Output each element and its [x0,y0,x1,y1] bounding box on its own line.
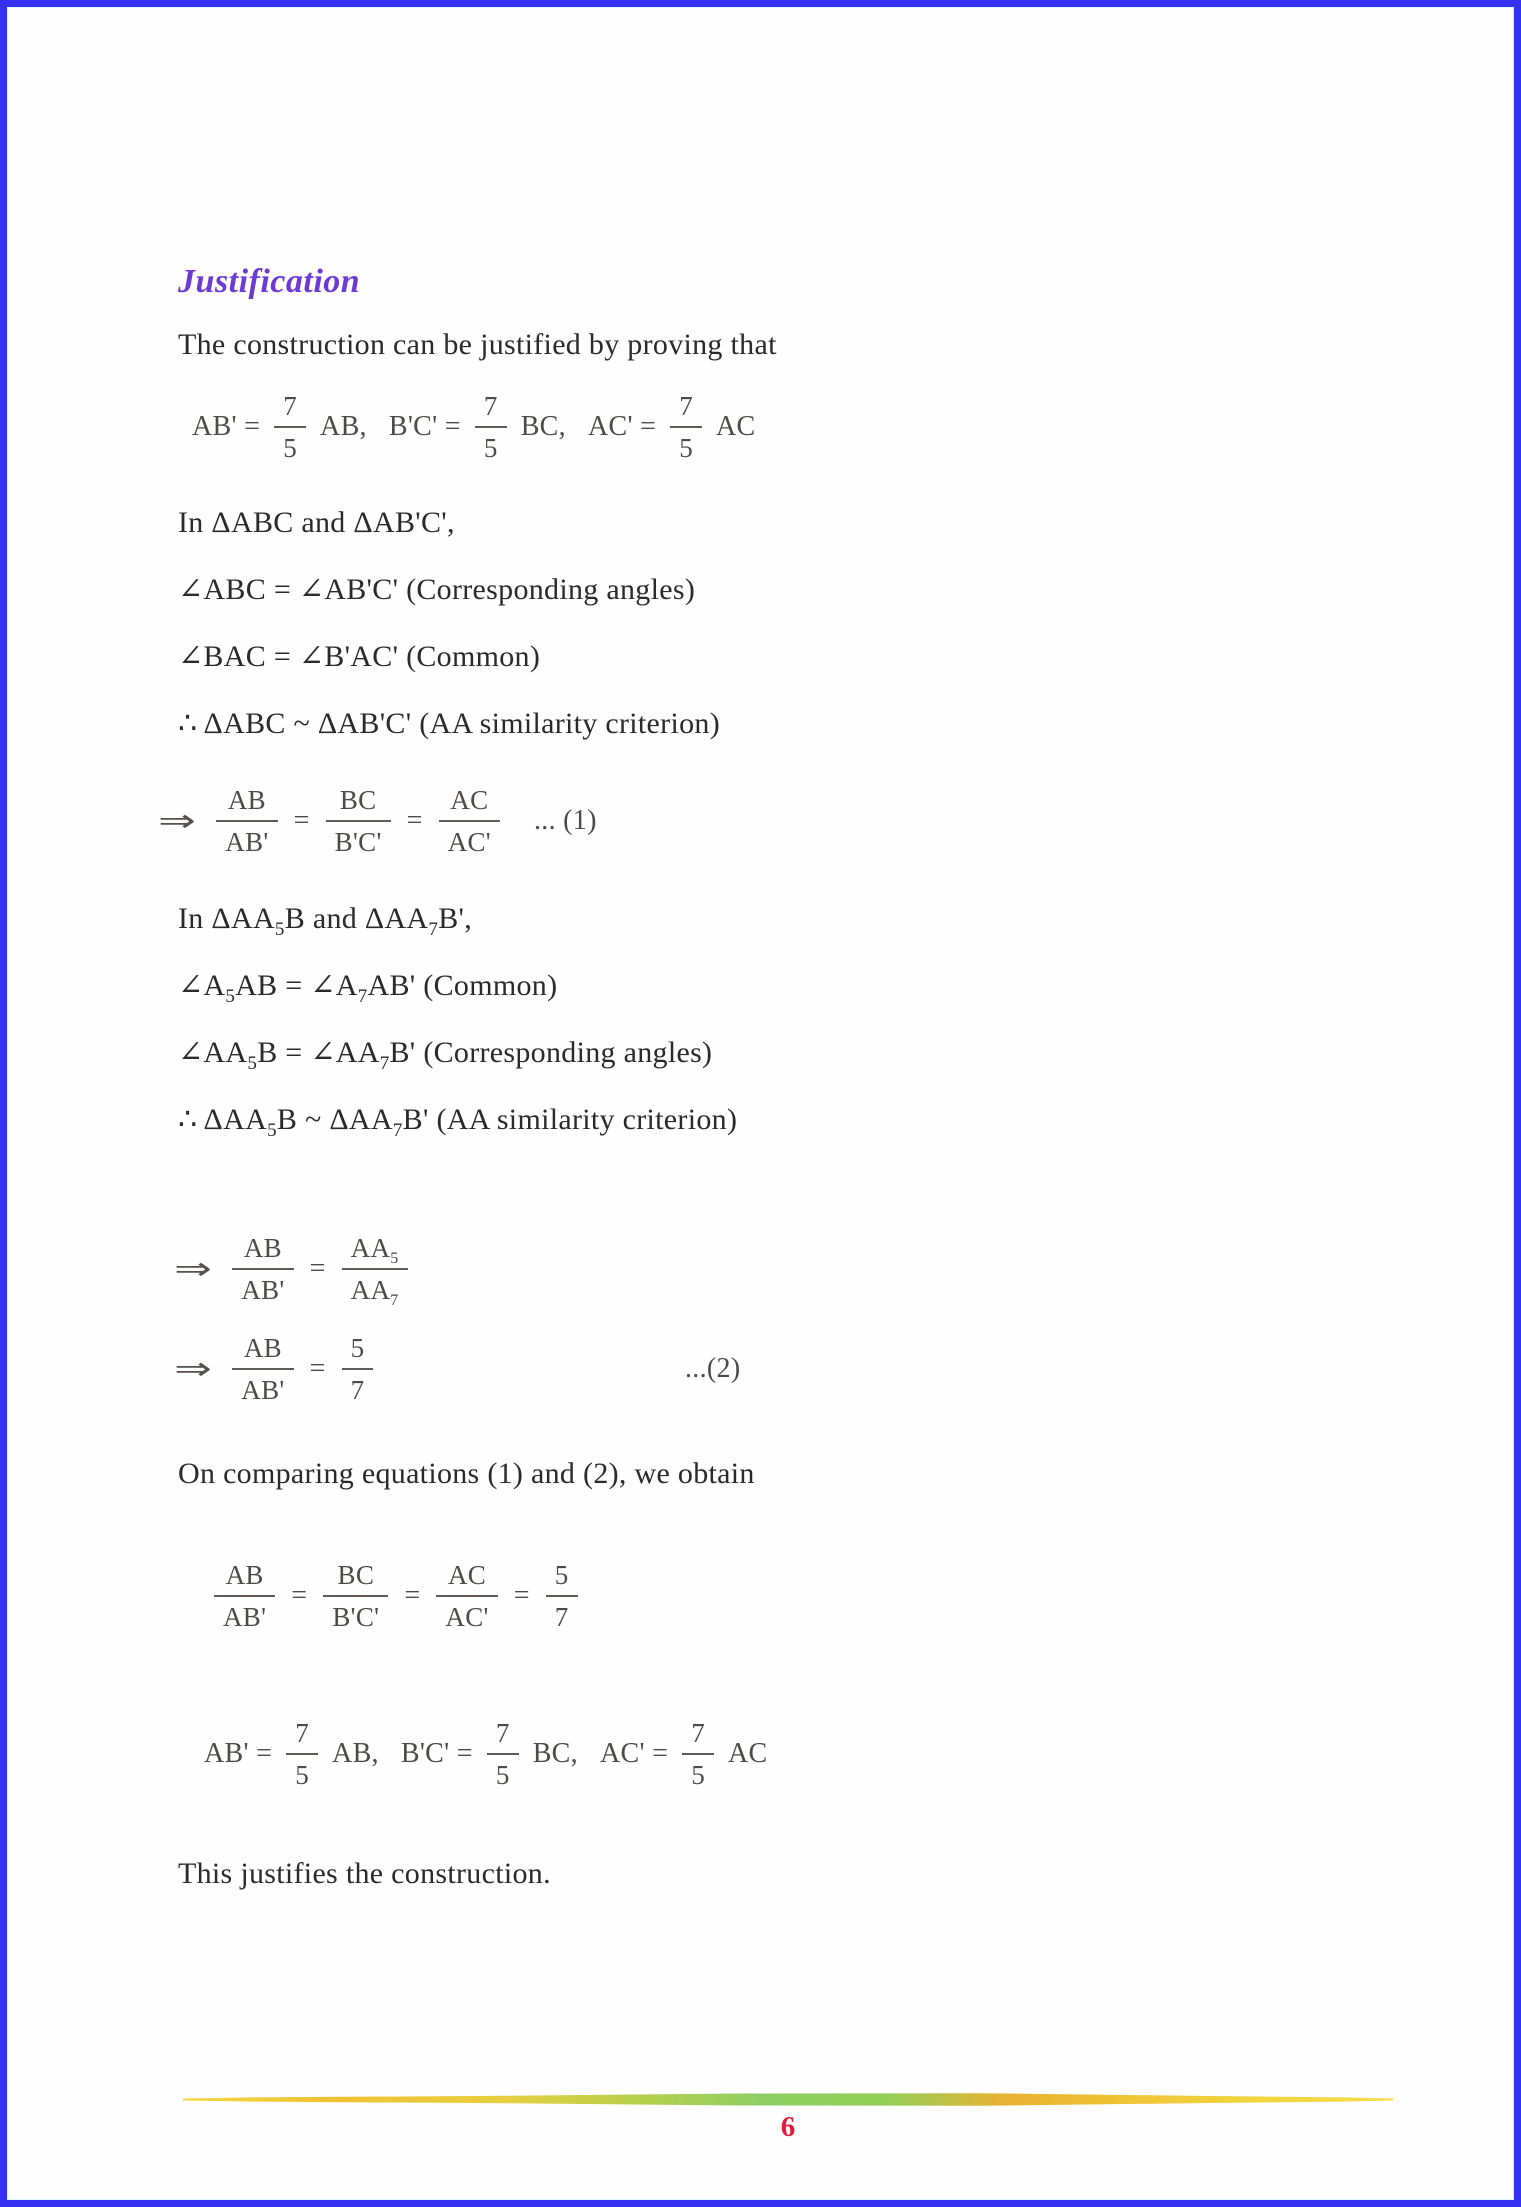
subscript: 5 [247,1053,258,1074]
equation-1 [158,783,1438,859]
fraction-denominator: AB' [223,1602,267,1632]
subscript: 7 [392,1120,403,1141]
fraction-denominator: 5 [691,1760,706,1790]
fraction [216,783,277,859]
subscript: 5 [267,1120,277,1141]
equation-combined-ratios [206,1558,1438,1634]
text-fragment: ∴ ΔAA [178,1103,268,1136]
intro-paragraph: The construction can be justified by proving that [178,328,777,361]
subscript: 5 [274,919,285,940]
text-fragment: B' (AA similarity criterion) [402,1103,738,1136]
fraction-denominator: 5 [283,433,298,463]
math-text: BC, [520,411,566,442]
math-text: B'C' = [388,411,461,442]
equation-number-label: ... (1) [533,805,597,836]
fraction [286,1716,318,1792]
fraction-denominator: 5 [495,1760,510,1790]
fraction-numerator: BC [326,783,391,822]
math-text: B'C' = [400,1738,473,1769]
statement-in-triangles-abc: In ΔABC and ΔAB'C', [178,506,455,539]
math-text: AB, [332,1738,379,1769]
fraction [439,783,500,859]
fraction-denominator: AB' [241,1375,285,1405]
statement-angle-aa5b [178,1035,1438,1074]
fraction-denominator: 5 [483,433,498,463]
implies-arrow-icon: ⇒ [174,1351,213,1387]
equals-sign: = [309,1253,326,1284]
page-number: 6 [780,2111,796,2143]
fraction-denominator: AC' [445,1602,489,1632]
equals-sign: = [404,1580,421,1611]
fraction-denominator: AB' [225,827,269,857]
fraction [487,1716,519,1792]
equals-sign: = [309,1353,326,1384]
equation-number-label: ...(2) [685,1353,741,1384]
fraction-denominator: AC' [447,827,491,857]
math-text: AB' = [204,1738,273,1769]
fraction-numerator: 5 [342,1331,374,1370]
equation-ratio-definition-bottom [198,1716,1438,1792]
footer-divider-rule [183,2093,1393,2106]
fraction-numerator: 5 [546,1558,578,1597]
text-fragment: ∠A [178,969,226,1002]
subscript: 7 [379,1053,390,1074]
fraction-denominator: B'C' [334,827,382,857]
comparing-paragraph: On comparing equations (1) and (2), we obtain [178,1457,755,1490]
fraction-numerator: AC [439,783,500,822]
fraction-denominator: AB' [241,1275,285,1305]
text-fragment: B ~ ΔAA [276,1103,393,1136]
fraction [326,783,391,859]
fraction [342,1331,374,1407]
fraction-numerator: 7 [670,389,702,428]
text-fragment: ∠AA [178,1036,248,1069]
fraction-denominator: 7 [554,1602,569,1632]
subscript: 7 [357,986,368,1007]
fraction-numerator: 7 [286,1716,318,1755]
fraction-denominator [342,1270,408,1307]
fraction [436,1558,497,1634]
math-text: AC' = [587,411,657,442]
subscript: 5 [390,1250,399,1267]
subscript: 7 [428,919,439,940]
statement-angle-a5ab [178,968,1438,1007]
fraction-denominator: B'C' [332,1602,380,1632]
math-text: AC [728,1738,768,1769]
statement-angle-bac: ∠BAC = ∠B'AC' (Common) [178,640,541,673]
justification-heading: Justification [178,263,361,300]
subscript: 5 [225,986,236,1007]
fraction [342,1231,408,1307]
math-text: AC' = [599,1738,669,1769]
text-fragment: AB = ∠A [235,969,358,1002]
fraction-numerator: 7 [274,389,306,428]
fraction-numerator: 7 [487,1716,519,1755]
fraction [323,1558,388,1634]
fraction [232,1231,293,1307]
page-content [158,263,1438,1892]
fraction-denominator: 5 [679,433,694,463]
text-fragment: AA [350,1275,391,1305]
text-fragment: B and ΔAA [284,902,429,935]
text-fragment: AA [350,1233,391,1263]
statement-similarity-aa5b [178,1102,1438,1141]
fraction-numerator: 7 [475,389,507,428]
fraction-numerator: AC [436,1558,497,1597]
fraction-numerator: BC [323,1558,388,1597]
text-fragment: AB' (Common) [367,969,558,1002]
math-text: AC [716,411,756,442]
implies-arrow-icon: ⇒ [158,803,197,839]
fraction-denominator: 7 [350,1375,365,1405]
closing-paragraph: This justifies the construction. [178,1857,551,1890]
math-text: AB' = [192,411,261,442]
fraction [475,389,507,465]
equation-ratio-aa5-aa7 [174,1231,1438,1309]
text-fragment: B', [438,902,473,935]
equation-2 [174,1331,1438,1407]
equation-ratio-definition-top [186,389,1438,465]
fraction [670,389,702,465]
fraction [546,1558,578,1634]
fraction-numerator: AB [214,1558,275,1597]
statement-angle-abc: ∠ABC = ∠AB'C' (Corresponding angles) [178,573,696,606]
subscript: 7 [390,1292,399,1309]
statement-similarity-abc: ∴ ΔABC ~ ΔAB'C' (AA similarity criterion) [178,707,720,740]
equals-sign: = [513,1580,530,1611]
fraction-numerator: AB [232,1231,293,1270]
math-text: AB, [320,411,367,442]
equals-sign: = [291,1580,308,1611]
text-fragment: In ΔAA [178,902,275,935]
fraction [214,1558,275,1634]
equals-sign: = [406,805,423,836]
fraction-numerator: AB [232,1331,293,1370]
text-fragment: B = ∠AA [257,1036,380,1069]
implies-arrow-icon: ⇒ [174,1251,213,1287]
fraction [682,1716,714,1792]
statement-in-triangles-aa5b [178,901,1438,940]
fraction-numerator: AB [216,783,277,822]
fraction [274,389,306,465]
equals-sign: = [293,805,310,836]
fraction-numerator [342,1231,408,1270]
fraction-numerator: 7 [682,1716,714,1755]
fraction-denominator: 5 [295,1760,310,1790]
fraction [232,1331,293,1407]
text-fragment: B' (Corresponding angles) [389,1036,713,1069]
math-text: BC, [532,1738,578,1769]
